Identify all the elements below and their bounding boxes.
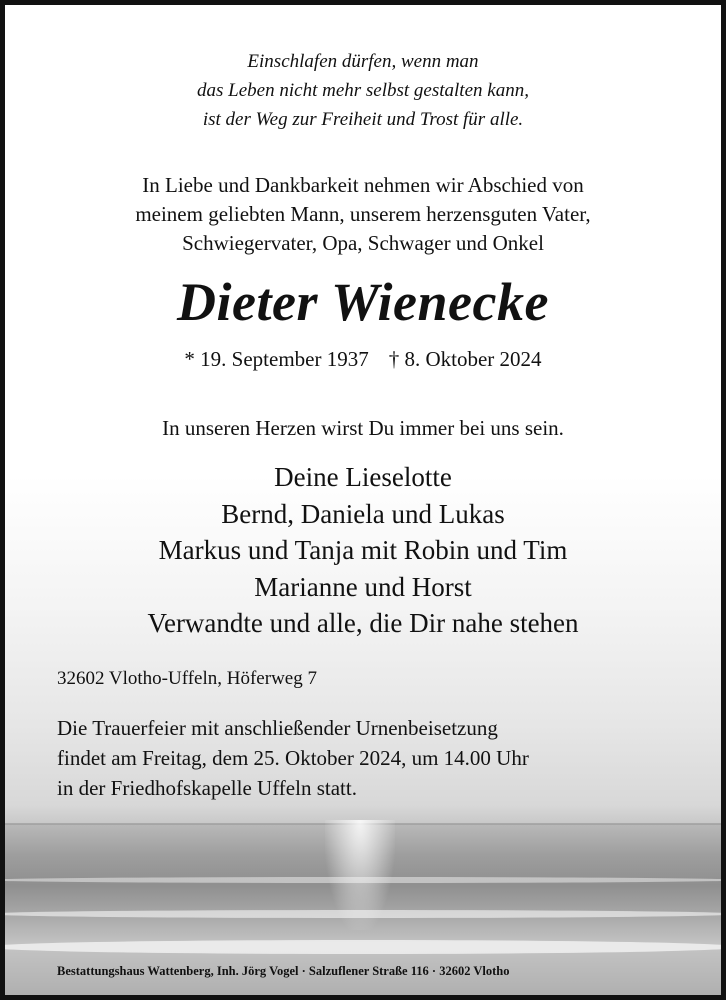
deceased-name: Dieter Wienecke [177, 272, 549, 332]
motto-line: ist der Weg zur Freiheit und Trost für alle. [202, 109, 524, 130]
funeral-home-footer: Bestattungshaus Wattenberg, Inh. Jörg Vogel · Salzuflener Straße 116 · 32602 Vlotho [57, 964, 510, 978]
mourner: Bernd, Daniela und Lukas [221, 498, 505, 529]
ceremony-line: Die Trauerfeier mit anschließender Urnenbeisetzung [57, 716, 498, 740]
birth-date: * 19. September 1937 [184, 347, 369, 371]
intro-line: meinem geliebten Mann, unserem herzensguten Vater, [135, 202, 591, 226]
sea-horizon [5, 823, 721, 825]
remembrance-line: In unseren Herzen wirst Du immer bei uns sein. [162, 416, 564, 440]
intro-line: In Liebe und Dankbarkeit nehmen wir Abschied von [142, 173, 584, 197]
mourner: Deine Lieselotte [274, 462, 452, 492]
ceremony-line: in der Friedhofskapelle Uffeln statt. [57, 776, 357, 800]
intro-text [5, 171, 721, 258]
life-dates [5, 345, 721, 373]
ceremony-info [57, 713, 529, 803]
motto-line: das Leben nicht mehr selbst gestalten kann, [197, 80, 529, 101]
ceremony-line: findet am Freitag, dem 25. Oktober 2024, um 14.00 Uhr [57, 746, 529, 770]
mourners-list [5, 459, 721, 642]
mourner: Markus und Tanja mit Robin und Tim [158, 535, 568, 565]
motto-line: Einschlafen dürfen, wenn man [247, 51, 479, 72]
motto-verse [5, 47, 721, 134]
wave [0, 910, 726, 918]
wave [0, 940, 726, 954]
intro-line: Schwiegervater, Opa, Schwager und Onkel [182, 231, 544, 255]
death-date: † 8. Oktober 2024 [388, 347, 542, 371]
family-address: 32602 Vlotho-Uffeln, Höferweg 7 [57, 668, 317, 689]
mourner: Marianne und Horst [254, 571, 472, 602]
wave [0, 877, 726, 883]
mourner: Verwandte und alle, die Dir nahe stehen [147, 608, 579, 638]
